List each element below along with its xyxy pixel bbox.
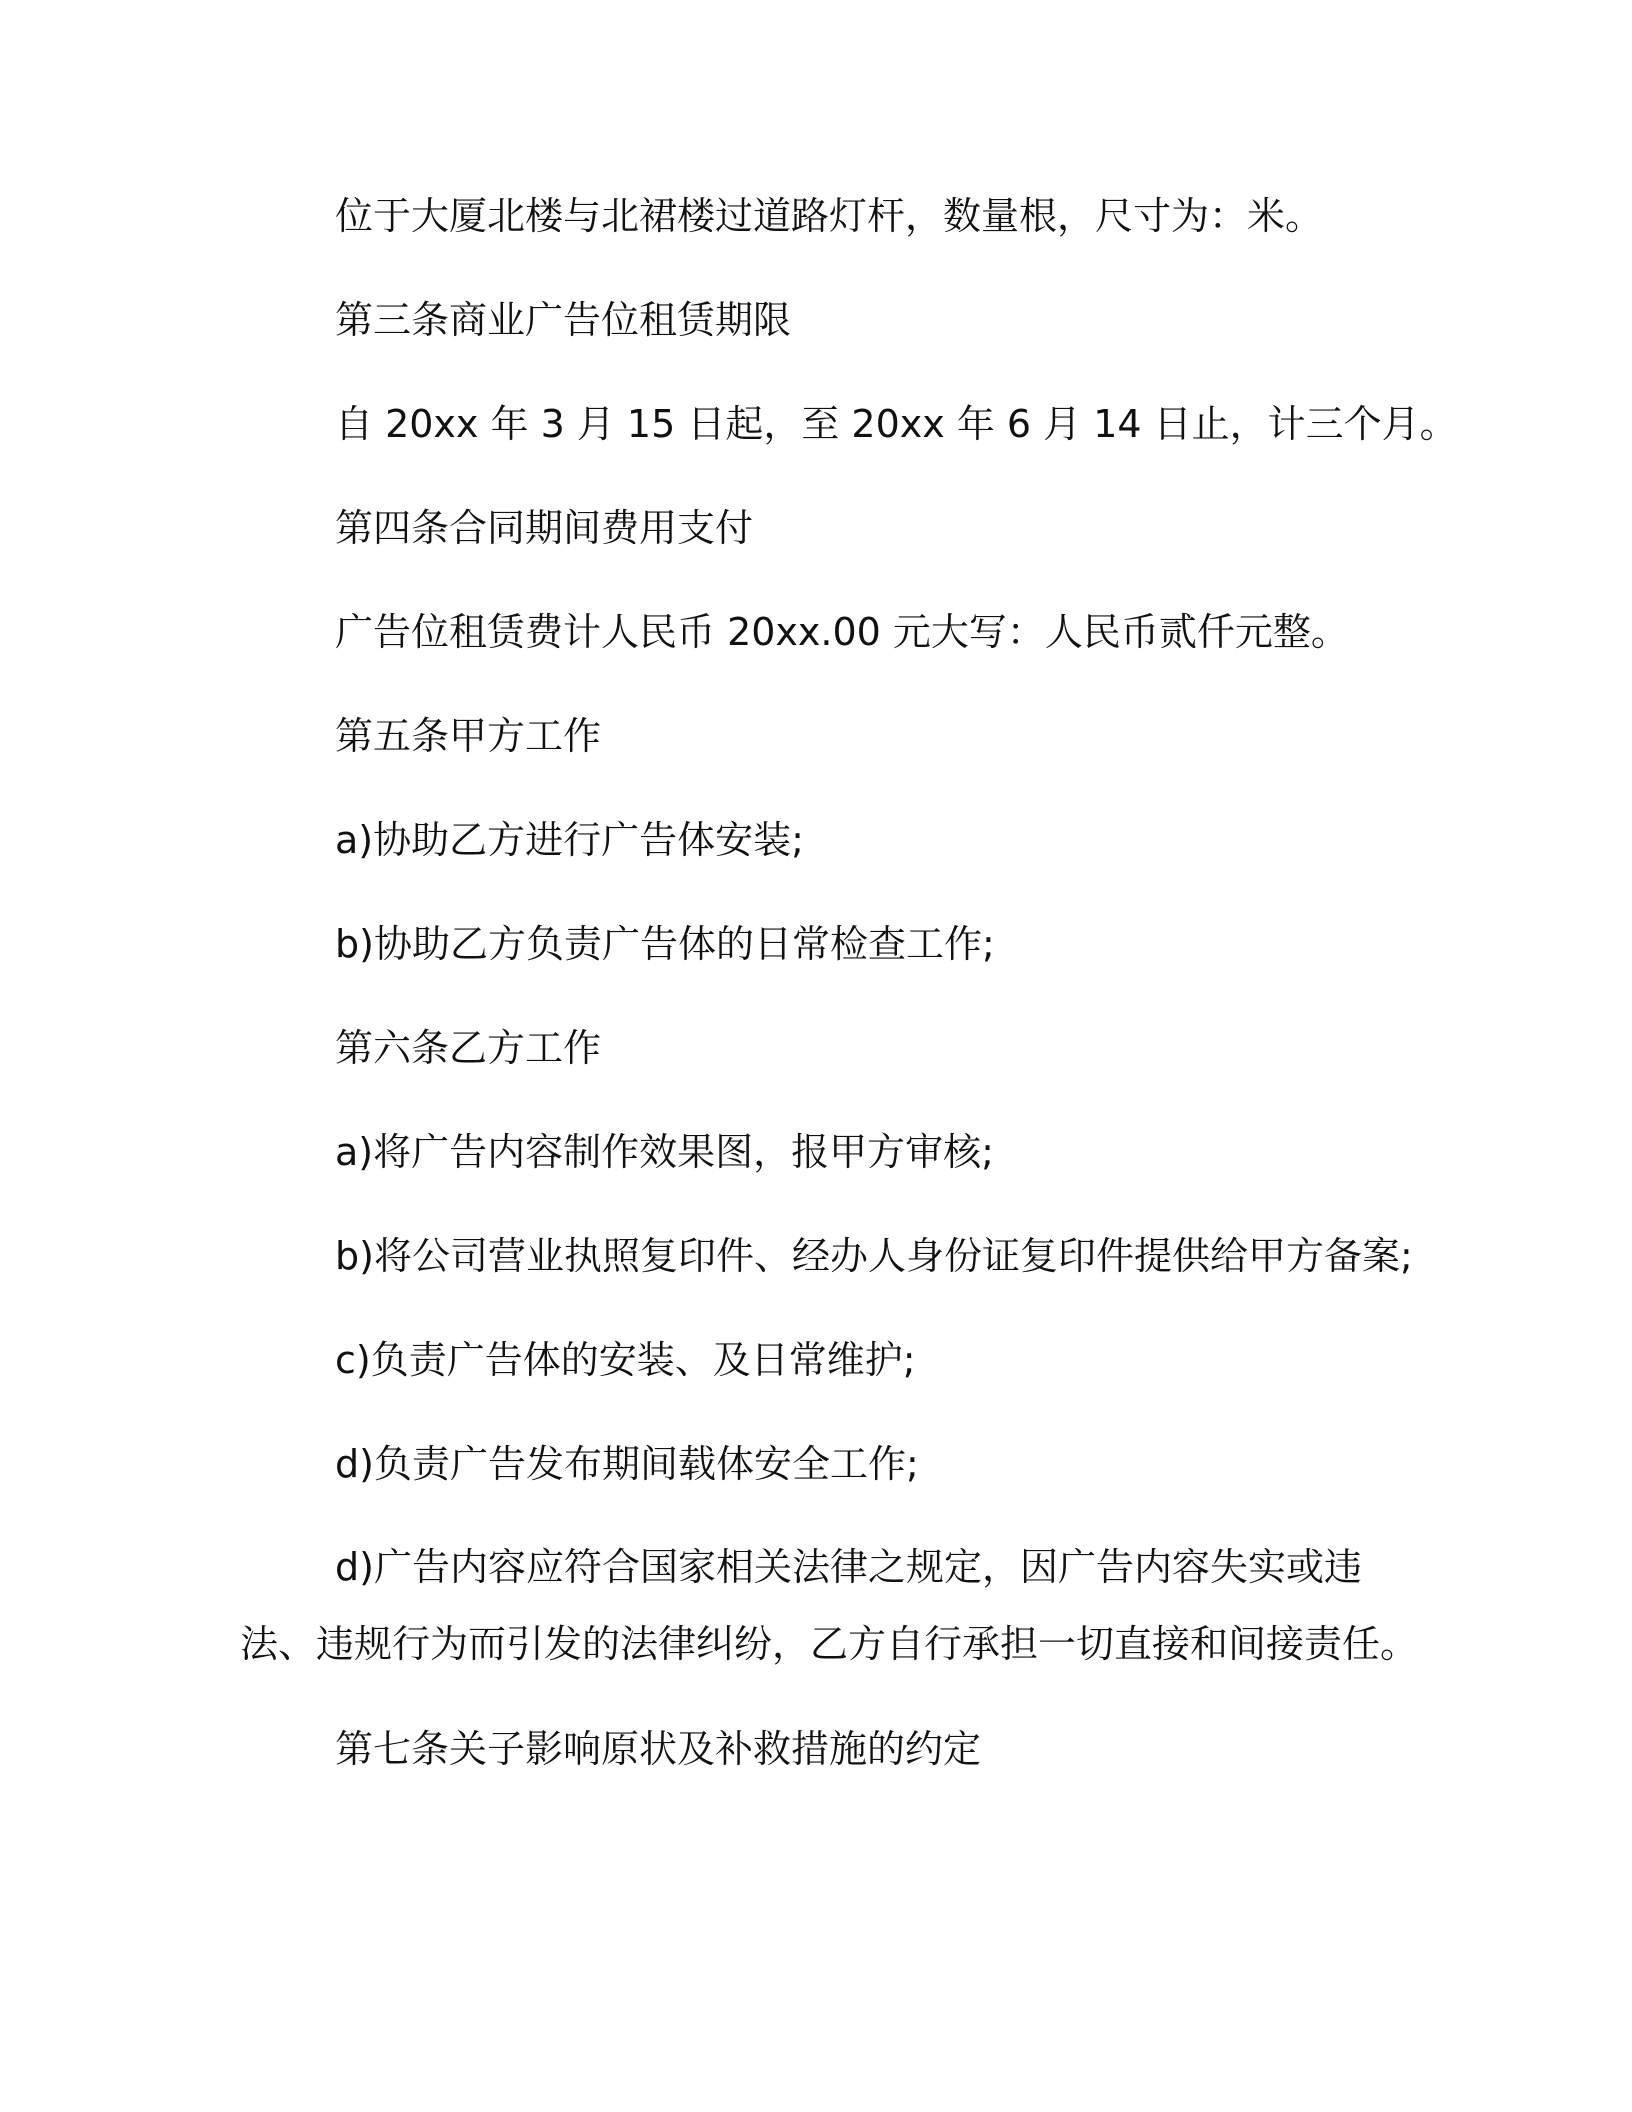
list-item-party-b-c: c)负责广告体的安装、及日常维护; — [335, 1338, 916, 1382]
heading-article-4: 第四条合同期间费用支付 — [335, 506, 754, 550]
paragraph-lease-term: 自 20xx 年 3 月 15 日起，至 20xx 年 6 月 14 日止，计三个月。 — [335, 402, 1458, 446]
heading-article-6: 第六条乙方工作 — [335, 1026, 602, 1070]
heading-article-3: 第三条商业广告位租赁期限 — [335, 298, 792, 342]
list-item-party-b-a: a)将广告内容制作效果图，报甲方审核; — [335, 1130, 994, 1174]
list-item-party-b-d1: d)负责广告发布期间载体安全工作; — [335, 1442, 919, 1486]
paragraph-location: 位于大厦北楼与北裙楼过道路灯杆，数量根，尺寸为：米。 — [335, 194, 1324, 238]
list-item-party-b-b: b)将公司营业执照复印件、经办人身份证复印件提供给甲方备案; — [335, 1234, 1413, 1278]
list-item-party-a-a: a)协助乙方进行广告体安装; — [335, 818, 804, 862]
heading-article-5: 第五条甲方工作 — [335, 714, 602, 758]
list-item-party-a-b: b)协助乙方负责广告体的日常检查工作; — [335, 922, 995, 966]
list-item-party-b-d2: d)广告内容应符合国家相关法律之规定，因广告内容失实或违法、违规行为而引发的法律纠纷，乙方自行承担一切直接和间接责任。 — [240, 1545, 1419, 1666]
heading-article-7: 第七条关子影响原状及补救措施的约定 — [335, 1727, 982, 1771]
document-body — [240, 190, 1458, 1827]
paragraph-fee: 广告位租赁费计人民币 20xx.00 元大写：人民币贰仟元整。 — [335, 610, 1349, 654]
